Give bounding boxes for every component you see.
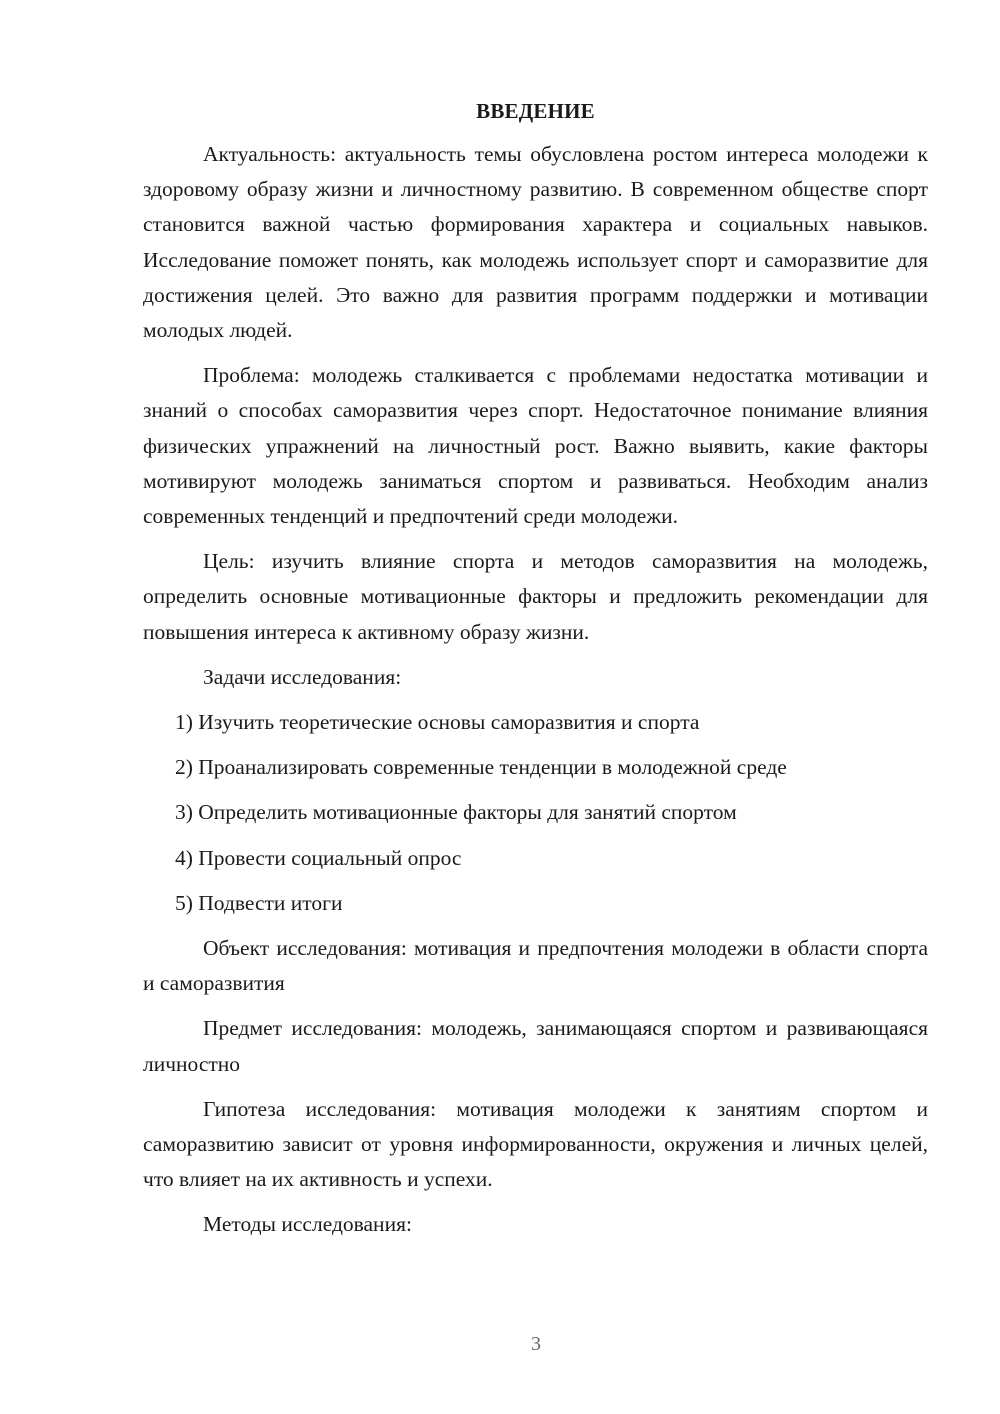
task-item-2: 2) Проанализировать современные тенденции в молодежной среде — [175, 755, 787, 780]
hypothesis-paragraph: Гипотеза исследования: мотивация молодежи к занятиям спортом и саморазвитию зависит от уровня информированности, окружения и личных целей, что влияет на их активность и успехи. — [143, 1096, 928, 1192]
task-item-1: 1) Изучить теоретические основы саморазвития и спорта — [175, 710, 700, 735]
methods-heading: Методы исследования: — [203, 1212, 412, 1237]
goal-paragraph: Цель: изучить влияние спорта и методов саморазвития на молодежь, определить основные мотивационные факторы и предложить рекомендации для повышения интереса к активному образу жизни. — [143, 549, 928, 644]
object-paragraph: Объект исследования: мотивация и предпочтения молодежи в области спорта и саморазвития — [143, 936, 928, 996]
problem-paragraph: Проблема: молодежь сталкивается с проблемами недостатка мотивации и знаний о способах саморазвития через спорт. Недостаточное понимание влияния физических упражнений на личностный рост. Важно выявить, какие факторы мотивируют молодежь заниматься спортом и развиваться. Необходим анализ современных тенденций и предпочтений среди молодежи. — [143, 363, 928, 529]
relevance-paragraph: Актуальность: актуальность темы обусловлена ростом интереса молодежи к здоровому образу жизни и личностному развитию. В современном обществе спорт становится важной частью формирования характера и социальных навыков. Исследование поможет понять, как молодежь использует спорт и саморазвитие для достижения целей. Это важно для развития программ поддержки и мотивации молодых людей. — [143, 142, 928, 343]
page-content — [143, 96, 928, 1253]
tasks-heading: Задачи исследования: — [203, 664, 402, 689]
page-number: 3 — [531, 1333, 541, 1355]
task-item-5: 5) Подвести итоги — [175, 890, 343, 915]
subject-paragraph: Предмет исследования: молодежь, занимающаяся спортом и развивающаяся личностно — [143, 1016, 928, 1076]
page-title: ВВЕДЕНИЕ — [476, 99, 595, 123]
task-item-3: 3) Определить мотивационные факторы для занятий спортом — [175, 800, 737, 825]
task-item-4: 4) Провести социальный опрос — [175, 845, 462, 870]
